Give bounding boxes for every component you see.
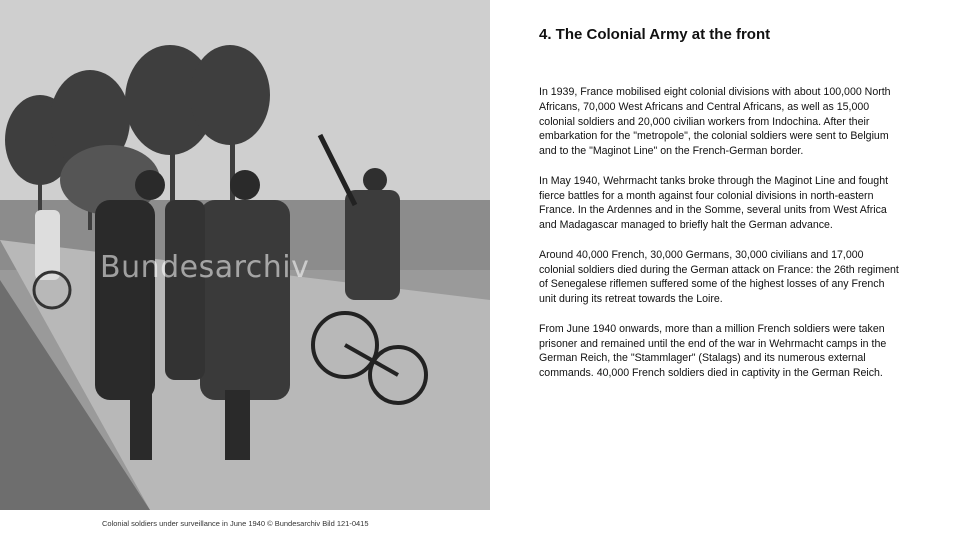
page-title: 4. The Colonial Army at the front bbox=[539, 26, 771, 43]
paragraph: From June 1940 onwards, more than a million French soldiers were taken prisoner and remained until the end of the war in Wehrmacht camps in the German Reich, the "Stammlager" (Stalags) and its numerous external commands. 40,000 French soldiers died in captivity in the German Reich. bbox=[539, 322, 887, 380]
historical-photo bbox=[0, 0, 490, 510]
article-body bbox=[539, 85, 899, 396]
paragraph: In 1939, France mobilised eight colonial divisions with about 100,000 North Africans, 70,000 West Africans and Central Africans, as well as 15,000 colonial soldiers and 20,000 civilian workers from Indochina. After their embarkation for the "metropole", the colonial soldiers were sent to Belgium and to the "Maginot Line" on the French-German border. bbox=[539, 86, 891, 158]
paragraph: Around 40,000 French, 30,000 Germans, 30,000 civilians and 17,000 colonial soldiers died during the German attack on France: the 26th regiment of Senegalese riflemen suffered some of the highest losses of any French unit during its retreat towards the Loire. bbox=[539, 248, 899, 306]
paragraph: In May 1940, Wehrmacht tanks broke through the Maginot Line and fought fierce battles for a month against four colonial divisions in north-eastern France. In the Ardennes and in the Somme, several units from West Africa and Madagascar managed to briefly halt the German advance. bbox=[539, 174, 889, 232]
photo-watermark: Bundesarchiv bbox=[100, 250, 310, 285]
photo-caption: Colonial soldiers under surveillance in June 1940 © Bundesarchiv Bild 121-0415 bbox=[102, 519, 369, 528]
